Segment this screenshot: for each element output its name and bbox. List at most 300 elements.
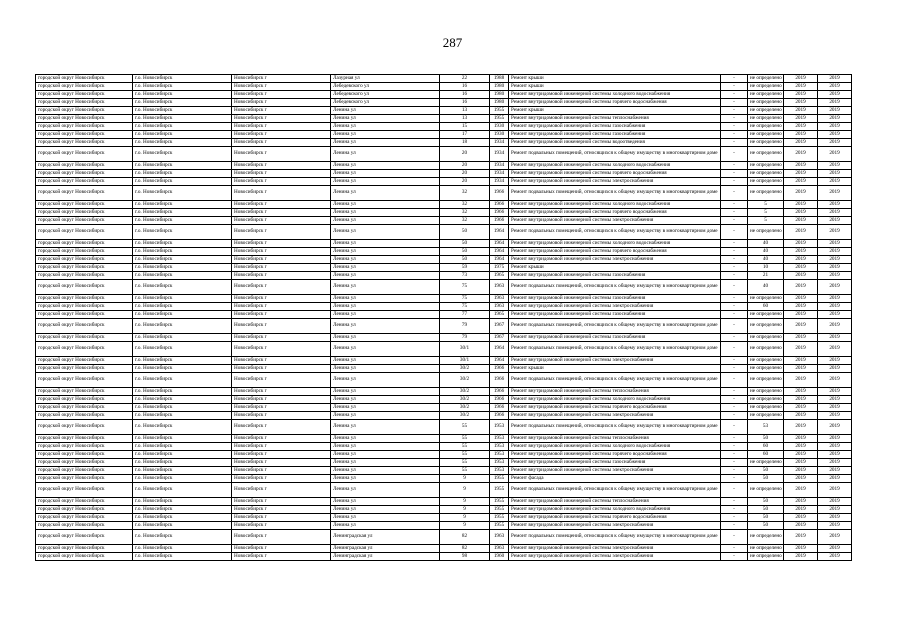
- table-cell: 1955: [490, 514, 509, 522]
- table-cell: Ленинградская ул: [331, 553, 440, 561]
- table-cell: -: [721, 506, 748, 514]
- table-cell: не определено: [748, 530, 784, 545]
- table-cell: 2019: [784, 530, 818, 545]
- table-cell: не определено: [748, 553, 784, 561]
- table-cell: г.о. Новосибирск: [133, 435, 232, 443]
- table-cell: 2019: [784, 217, 818, 225]
- table-cell: городской округ Новосибирск: [36, 295, 133, 303]
- table-cell: 2019: [784, 467, 818, 475]
- table-cell: 1963: [490, 545, 509, 553]
- table-cell: городской округ Новосибирск: [36, 131, 133, 139]
- table-cell: 2019: [784, 459, 818, 467]
- table-cell: Ремонт внутридомовой инженерной системы газоснабжения: [509, 311, 721, 319]
- table-cell: -: [721, 342, 748, 357]
- table-cell: 16: [440, 91, 490, 99]
- table-cell: Ленина ул: [331, 467, 440, 475]
- table-cell: 1975: [490, 264, 509, 272]
- table-cell: г.о. Новосибирск: [133, 365, 232, 373]
- table-cell: 1953: [490, 467, 509, 475]
- table-cell: городской округ Новосибирск: [36, 272, 133, 280]
- table-cell: 2019: [784, 522, 818, 530]
- table-row: [36, 404, 852, 412]
- table-cell: Новосибирск г: [232, 162, 331, 170]
- table-cell: не определено: [748, 357, 784, 365]
- table-cell: г.о. Новосибирск: [133, 420, 232, 435]
- table-cell: 1934: [490, 178, 509, 186]
- table-cell: 30/2: [440, 388, 490, 396]
- table-cell: не определено: [748, 311, 784, 319]
- table-cell: 9: [440, 498, 490, 506]
- table-cell: Новосибирск г: [232, 201, 331, 209]
- table-cell: Ленина ул: [331, 498, 440, 506]
- table-cell: г.о. Новосибирск: [133, 451, 232, 459]
- table-cell: Новосибирск г: [232, 311, 331, 319]
- table-cell: 53: [748, 420, 784, 435]
- table-cell: Ленина ул: [331, 420, 440, 435]
- table-cell: 18: [440, 139, 490, 147]
- table-cell: городской округ Новосибирск: [36, 506, 133, 514]
- table-cell: 2019: [818, 91, 852, 99]
- table-cell: Ремонт внутридомовой инженерной системы газоснабжения: [509, 272, 721, 280]
- table-cell: Новосибирск г: [232, 498, 331, 506]
- table-cell: Новосибирск г: [232, 467, 331, 475]
- table-cell: г.о. Новосибирск: [133, 217, 232, 225]
- table-cell: 2019: [818, 459, 852, 467]
- table-row: [36, 412, 852, 420]
- table-cell: городской округ Новосибирск: [36, 162, 133, 170]
- table-row: [36, 123, 852, 131]
- table-cell: городской округ Новосибирск: [36, 435, 133, 443]
- table-cell: не определено: [748, 342, 784, 357]
- table-cell: -: [721, 186, 748, 201]
- table-cell: не определено: [748, 186, 784, 201]
- table-cell: г.о. Новосибирск: [133, 240, 232, 248]
- table-cell: 1955: [490, 115, 509, 123]
- table-cell: г.о. Новосибирск: [133, 264, 232, 272]
- table-cell: 1988: [490, 75, 509, 83]
- table-cell: городской округ Новосибирск: [36, 396, 133, 404]
- table-cell: -: [721, 443, 748, 451]
- table-cell: Ремонт внутридомовой инженерной системы холодного водоснабжения: [509, 201, 721, 209]
- table-cell: городской округ Новосибирск: [36, 365, 133, 373]
- table-cell: Ремонт внутридомовой инженерной системы горячего водоснабжения: [509, 514, 721, 522]
- table-cell: Ленина ул: [331, 506, 440, 514]
- table-cell: Ленина ул: [331, 225, 440, 240]
- table-cell: 2019: [818, 451, 852, 459]
- table-cell: 55: [440, 420, 490, 435]
- table-cell: 32: [440, 201, 490, 209]
- table-cell: -: [721, 357, 748, 365]
- table-cell: 40: [748, 240, 784, 248]
- table-cell: городской округ Новосибирск: [36, 545, 133, 553]
- table-cell: 2019: [818, 256, 852, 264]
- table-cell: 1960: [490, 553, 509, 561]
- table-cell: -: [721, 147, 748, 162]
- table-row: [36, 201, 852, 209]
- table-cell: Ремонт внутридомовой инженерной системы газоснабжения: [509, 295, 721, 303]
- table-cell: не определено: [748, 459, 784, 467]
- table-row: [36, 451, 852, 459]
- table-cell: Новосибирск г: [232, 420, 331, 435]
- table-row: [36, 522, 852, 530]
- table-cell: 2019: [784, 264, 818, 272]
- table-cell: Новосибирск г: [232, 530, 331, 545]
- table-cell: 2019: [818, 530, 852, 545]
- table-cell: 50: [440, 225, 490, 240]
- table-row: [36, 186, 852, 201]
- table-cell: 2019: [784, 303, 818, 311]
- table-cell: городской округ Новосибирск: [36, 248, 133, 256]
- table-cell: Ремонт крыши: [509, 264, 721, 272]
- table-cell: -: [721, 201, 748, 209]
- table-cell: Новосибирск г: [232, 545, 331, 553]
- table-cell: -: [721, 162, 748, 170]
- table-cell: 2019: [784, 162, 818, 170]
- table-cell: г.о. Новосибирск: [133, 412, 232, 420]
- table-cell: 20: [440, 170, 490, 178]
- table-cell: городской округ Новосибирск: [36, 170, 133, 178]
- table-cell: 2019: [784, 357, 818, 365]
- table-cell: 1964: [490, 342, 509, 357]
- table-cell: 1953: [490, 459, 509, 467]
- table-cell: -: [721, 319, 748, 334]
- table-row: [36, 506, 852, 514]
- table-cell: 1964: [490, 248, 509, 256]
- table-cell: 60: [748, 443, 784, 451]
- table-cell: городской округ Новосибирск: [36, 530, 133, 545]
- table-row: [36, 115, 852, 123]
- table-cell: 13: [440, 115, 490, 123]
- table-cell: 2019: [784, 319, 818, 334]
- table-cell: Ленина ул: [331, 404, 440, 412]
- table-cell: -: [721, 388, 748, 396]
- table-row: [36, 342, 852, 357]
- table-cell: г.о. Новосибирск: [133, 295, 232, 303]
- table-cell: г.о. Новосибирск: [133, 83, 232, 91]
- table-cell: 75: [440, 280, 490, 295]
- table-cell: г.о. Новосибирск: [133, 404, 232, 412]
- table-cell: городской округ Новосибирск: [36, 404, 133, 412]
- table-cell: 1964: [490, 256, 509, 264]
- table-row: [36, 545, 852, 553]
- table-cell: не определено: [748, 334, 784, 342]
- table-cell: 2019: [818, 514, 852, 522]
- table-cell: -: [721, 115, 748, 123]
- table-cell: Новосибирск г: [232, 357, 331, 365]
- table-cell: Новосибирск г: [232, 303, 331, 311]
- table-cell: городской округ Новосибирск: [36, 443, 133, 451]
- table-cell: 50: [440, 240, 490, 248]
- table-cell: 2019: [818, 365, 852, 373]
- table-cell: городской округ Новосибирск: [36, 334, 133, 342]
- table-cell: 2019: [784, 75, 818, 83]
- table-cell: Ремонт подвальных помещений, относящихся к общему имуществу в многоквартирном доме: [509, 483, 721, 498]
- table-cell: Ленина ул: [331, 522, 440, 530]
- table-cell: городской округ Новосибирск: [36, 357, 133, 365]
- table-cell: 16: [440, 99, 490, 107]
- table-cell: Ремонт внутридомовой инженерной системы холодного водоснабжения: [509, 506, 721, 514]
- table-cell: Новосибирск г: [232, 225, 331, 240]
- table-cell: 1955: [490, 498, 509, 506]
- table-cell: 30/2: [440, 365, 490, 373]
- table-cell: Новосибирск г: [232, 388, 331, 396]
- table-cell: не определено: [748, 91, 784, 99]
- table-cell: 1980: [490, 91, 509, 99]
- table-cell: Новосибирск г: [232, 334, 331, 342]
- table-cell: Новосибирск г: [232, 319, 331, 334]
- table-cell: 50: [748, 522, 784, 530]
- table-cell: городской округ Новосибирск: [36, 412, 133, 420]
- table-cell: 2019: [784, 420, 818, 435]
- table-cell: -: [721, 123, 748, 131]
- table-row: [36, 357, 852, 365]
- table-row: [36, 264, 852, 272]
- table-cell: 2019: [818, 443, 852, 451]
- table-cell: г.о. Новосибирск: [133, 530, 232, 545]
- table-row: [36, 311, 852, 319]
- table-cell: 2019: [784, 240, 818, 248]
- table-cell: Ремонт внутридомовой инженерной системы горячего водоснабжения: [509, 209, 721, 217]
- table-cell: Новосибирск г: [232, 506, 331, 514]
- page-number: 287: [442, 35, 463, 50]
- table-cell: 2019: [784, 412, 818, 420]
- table-cell: 55: [440, 443, 490, 451]
- table-row: [36, 467, 852, 475]
- table-cell: 1966: [490, 201, 509, 209]
- table-row: [36, 272, 852, 280]
- table-cell: городской округ Новосибирск: [36, 139, 133, 147]
- table-cell: 2019: [784, 115, 818, 123]
- table-cell: г.о. Новосибирск: [133, 514, 232, 522]
- table-cell: Новосибирск г: [232, 295, 331, 303]
- table-cell: Новосибирск г: [232, 483, 331, 498]
- table-cell: г.о. Новосибирск: [133, 115, 232, 123]
- table-cell: 9: [440, 522, 490, 530]
- table-cell: Ленина ул: [331, 514, 440, 522]
- table-cell: Ленина ул: [331, 303, 440, 311]
- table-cell: 10: [748, 264, 784, 272]
- table-cell: г.о. Новосибирск: [133, 256, 232, 264]
- table-cell: 55: [440, 467, 490, 475]
- table-cell: Ленина ул: [331, 107, 440, 115]
- table-cell: г.о. Новосибирск: [133, 131, 232, 139]
- table-cell: -: [721, 483, 748, 498]
- table-cell: -: [721, 272, 748, 280]
- table-cell: городской округ Новосибирск: [36, 311, 133, 319]
- table-cell: Ремонт внутридомовой инженерной системы холодного водоснабжения: [509, 443, 721, 451]
- table-cell: 15: [440, 123, 490, 131]
- table-row: [36, 553, 852, 561]
- table-cell: Ленина ул: [331, 178, 440, 186]
- table-cell: 2019: [784, 295, 818, 303]
- table-cell: 2019: [818, 83, 852, 91]
- table-cell: Ремонт внутридомовой инженерной системы электроснабжения: [509, 217, 721, 225]
- table-cell: г.о. Новосибирск: [133, 357, 232, 365]
- table-cell: 2019: [818, 248, 852, 256]
- table-row: [36, 107, 852, 115]
- table-cell: Новосибирск г: [232, 553, 331, 561]
- table-cell: 2019: [818, 435, 852, 443]
- table-cell: -: [721, 209, 748, 217]
- table-cell: 2019: [818, 522, 852, 530]
- table-cell: Ремонт крыши: [509, 107, 721, 115]
- table-cell: Новосибирск г: [232, 451, 331, 459]
- table-row: [36, 435, 852, 443]
- table-cell: Новосибирск г: [232, 131, 331, 139]
- table-row: [36, 209, 852, 217]
- table-cell: 2019: [818, 373, 852, 388]
- table-cell: -: [721, 514, 748, 522]
- table-cell: Ленина ул: [331, 115, 440, 123]
- table-cell: г.о. Новосибирск: [133, 388, 232, 396]
- table-cell: городской округ Новосибирск: [36, 123, 133, 131]
- table-cell: городской округ Новосибирск: [36, 75, 133, 83]
- table-cell: 82: [440, 545, 490, 553]
- table-row: [36, 475, 852, 483]
- table-cell: городской округ Новосибирск: [36, 225, 133, 240]
- table-cell: 1966: [490, 404, 509, 412]
- table-cell: 50: [440, 248, 490, 256]
- table-cell: Ленина ул: [331, 240, 440, 248]
- table-cell: 2019: [818, 131, 852, 139]
- table-cell: 2019: [818, 240, 852, 248]
- table-cell: Ленина ул: [331, 256, 440, 264]
- table-cell: городской округ Новосибирск: [36, 209, 133, 217]
- table-cell: городской округ Новосибирск: [36, 186, 133, 201]
- table-cell: Ленина ул: [331, 365, 440, 373]
- table-cell: 55: [440, 459, 490, 467]
- table-cell: -: [721, 522, 748, 530]
- table-cell: 1953: [490, 420, 509, 435]
- table-cell: 5: [748, 217, 784, 225]
- table-cell: Новосибирск г: [232, 272, 331, 280]
- table-cell: 1967: [490, 319, 509, 334]
- table-cell: городской округ Новосибирск: [36, 467, 133, 475]
- table-cell: 30/2: [440, 404, 490, 412]
- table-cell: 30/2: [440, 373, 490, 388]
- table-cell: Ленина ул: [331, 342, 440, 357]
- table-cell: 2019: [784, 545, 818, 553]
- table-cell: 1964: [490, 357, 509, 365]
- table-cell: 59: [440, 264, 490, 272]
- table-cell: 73: [440, 272, 490, 280]
- table-cell: 2019: [784, 91, 818, 99]
- table-cell: Ленина ул: [331, 123, 440, 131]
- table-cell: Ремонт внутридомовой инженерной системы горячего водоснабжения: [509, 170, 721, 178]
- table-cell: 20: [440, 162, 490, 170]
- table-cell: 1966: [490, 412, 509, 420]
- table-cell: не определено: [748, 75, 784, 83]
- table-cell: 2019: [784, 514, 818, 522]
- table-cell: Ремонт внутридомовой инженерной системы электроснабжения: [509, 412, 721, 420]
- table-cell: Ленина ул: [331, 319, 440, 334]
- table-cell: г.о. Новосибирск: [133, 475, 232, 483]
- table-cell: Новосибирск г: [232, 240, 331, 248]
- table-cell: 2019: [818, 147, 852, 162]
- table-cell: 2019: [818, 264, 852, 272]
- table-cell: 1930: [490, 123, 509, 131]
- table-cell: 2019: [818, 201, 852, 209]
- table-cell: 2019: [818, 75, 852, 83]
- table-cell: не определено: [748, 83, 784, 91]
- table-row: [36, 83, 852, 91]
- table-cell: Лебедевского ул: [331, 99, 440, 107]
- table-cell: городской округ Новосибирск: [36, 342, 133, 357]
- table-cell: 40: [748, 280, 784, 295]
- table-cell: не определено: [748, 170, 784, 178]
- table-cell: 2019: [784, 170, 818, 178]
- table-cell: Новосибирск г: [232, 264, 331, 272]
- table-cell: 9: [440, 475, 490, 483]
- table-cell: г.о. Новосибирск: [133, 342, 232, 357]
- table-cell: 22: [440, 75, 490, 83]
- table-cell: -: [721, 498, 748, 506]
- table-cell: 1955: [490, 506, 509, 514]
- table-row: [36, 498, 852, 506]
- table-cell: Ремонт внутридомовой инженерной системы электроснабжения: [509, 553, 721, 561]
- table-cell: -: [721, 530, 748, 545]
- table-cell: 2019: [784, 139, 818, 147]
- table-cell: 2019: [818, 420, 852, 435]
- table-cell: Новосибирск г: [232, 139, 331, 147]
- table-cell: 2019: [784, 311, 818, 319]
- table-cell: Новосибирск г: [232, 99, 331, 107]
- table-cell: -: [721, 396, 748, 404]
- table-cell: Ремонт подвальных помещений, относящихся к общему имуществу в многоквартирном доме: [509, 420, 721, 435]
- table-cell: 32: [440, 186, 490, 201]
- table-cell: 2019: [818, 115, 852, 123]
- table-cell: -: [721, 404, 748, 412]
- table-cell: 1965: [490, 311, 509, 319]
- table-cell: 2019: [818, 475, 852, 483]
- table-cell: 2019: [818, 99, 852, 107]
- table-cell: Ремонт подвальных помещений, относящихся к общему имуществу в многоквартирном доме: [509, 319, 721, 334]
- table-cell: г.о. Новосибирск: [133, 147, 232, 162]
- table-cell: 2019: [784, 396, 818, 404]
- table-cell: Ремонт внутридомовой инженерной системы горячего водоснабжения: [509, 248, 721, 256]
- table-cell: -: [721, 545, 748, 553]
- table-row: [36, 240, 852, 248]
- table-row: [36, 170, 852, 178]
- table-cell: -: [721, 240, 748, 248]
- table-row: [36, 420, 852, 435]
- table-cell: 82: [440, 530, 490, 545]
- table-cell: -: [721, 280, 748, 295]
- table-cell: Новосибирск г: [232, 248, 331, 256]
- table-cell: 20: [440, 147, 490, 162]
- table-cell: городской округ Новосибирск: [36, 91, 133, 99]
- table-cell: 2019: [818, 295, 852, 303]
- table-cell: 1963: [490, 530, 509, 545]
- table-cell: -: [721, 178, 748, 186]
- table-cell: -: [721, 225, 748, 240]
- table-cell: Ремонт внутридомовой инженерной системы водоотведения: [509, 139, 721, 147]
- table-cell: 2019: [784, 388, 818, 396]
- table-cell: Ремонт внутридомовой инженерной системы холодного водоснабжения: [509, 91, 721, 99]
- table-cell: 9: [440, 483, 490, 498]
- table-cell: 2019: [818, 280, 852, 295]
- table-cell: 79: [440, 334, 490, 342]
- table-cell: 2019: [784, 147, 818, 162]
- table-cell: -: [721, 373, 748, 388]
- table-cell: Ремонт внутридомовой инженерной системы газоснабжения: [509, 459, 721, 467]
- table-cell: городской округ Новосибирск: [36, 147, 133, 162]
- table-cell: Ремонт внутридомовой инженерной системы горячего водоснабжения: [509, 451, 721, 459]
- table-row: [36, 365, 852, 373]
- table-cell: -: [721, 131, 748, 139]
- table-cell: г.о. Новосибирск: [133, 162, 232, 170]
- table-cell: не определено: [748, 295, 784, 303]
